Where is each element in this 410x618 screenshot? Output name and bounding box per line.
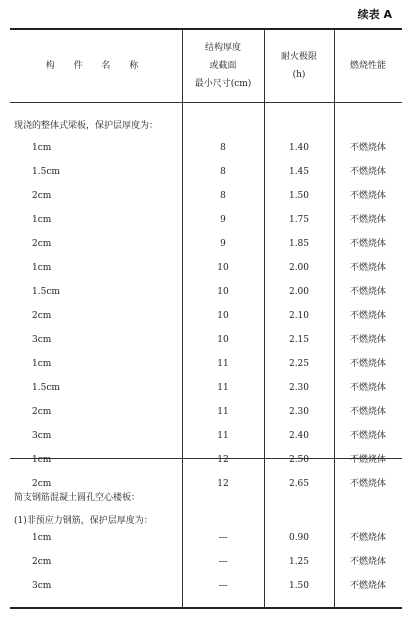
cover-thickness-cell: 1cm bbox=[32, 455, 52, 465]
cover-thickness-cell: 2cm bbox=[32, 239, 52, 249]
min-size-cell: 9 bbox=[220, 239, 226, 249]
combustibility-cell: 不燃烧体 bbox=[349, 335, 386, 345]
fire-limit-cell: 1.40 bbox=[288, 143, 310, 153]
fire-limit-cell: 2.10 bbox=[288, 311, 310, 321]
min-size-cell: 10 bbox=[217, 311, 229, 321]
cover-thickness-cell: 2cm bbox=[32, 311, 52, 321]
fire-limit-cell: 2.00 bbox=[288, 287, 310, 297]
table-row bbox=[10, 376, 402, 400]
combustibility-cell: 不燃烧体 bbox=[349, 167, 386, 177]
cover-thickness-cell: 1cm bbox=[32, 215, 52, 225]
table-row bbox=[10, 448, 402, 472]
combustibility-cell: 不燃烧体 bbox=[349, 311, 386, 321]
table-row bbox=[10, 232, 402, 256]
cover-thickness-cell: 1cm bbox=[32, 359, 52, 369]
combustibility-cell: 不燃烧体 bbox=[349, 143, 386, 153]
min-size-cell: 11 bbox=[217, 431, 229, 441]
header-thickness bbox=[182, 30, 264, 102]
cover-thickness-cell: 2cm bbox=[32, 407, 52, 417]
header-combustibility: 燃烧性能 bbox=[349, 61, 386, 71]
fire-limit-cell: 1.85 bbox=[288, 239, 310, 249]
table-row bbox=[10, 160, 402, 184]
cover-thickness-cell: 2cm bbox=[32, 191, 52, 201]
header-fire-line2: (h) bbox=[292, 70, 306, 80]
min-size-cell: 10 bbox=[217, 287, 229, 297]
table-row bbox=[10, 304, 402, 328]
min-size-cell: 8 bbox=[220, 143, 226, 153]
combustibility-cell: 不燃烧体 bbox=[349, 359, 386, 369]
group2-subtitle: (1)非预应力钢筋，保护层厚度为： bbox=[14, 516, 153, 526]
table-row bbox=[10, 352, 402, 376]
cover-thickness-cell: 3cm bbox=[32, 431, 52, 441]
header-fire-limit bbox=[264, 30, 334, 102]
cover-thickness-cell: 3cm bbox=[32, 581, 52, 591]
fire-limit-cell: 2.50 bbox=[288, 455, 310, 465]
fire-limit-cell: 1.45 bbox=[288, 167, 310, 177]
combustibility-cell: 不燃烧体 bbox=[349, 407, 386, 417]
header-thickness-line3: 最小尺寸(cm) bbox=[194, 79, 252, 89]
cover-thickness-cell: 3cm bbox=[32, 335, 52, 345]
combustibility-cell: 不燃烧体 bbox=[349, 581, 386, 591]
combustibility-cell: 不燃烧体 bbox=[349, 533, 386, 543]
header-thickness-line2: 或截面 bbox=[209, 61, 237, 71]
min-size-cell: 11 bbox=[217, 407, 229, 417]
fire-limit-cell: 1.50 bbox=[288, 581, 310, 591]
table-row bbox=[10, 184, 402, 208]
table-row bbox=[10, 526, 402, 550]
combustibility-cell: 不燃烧体 bbox=[349, 239, 386, 249]
min-size-cell: 11 bbox=[217, 383, 229, 393]
cover-thickness-cell: 1.5cm bbox=[32, 287, 60, 297]
min-size-cell: 9 bbox=[220, 215, 226, 225]
cover-thickness-cell: 1cm bbox=[32, 533, 52, 543]
cover-thickness-cell: 1.5cm bbox=[32, 383, 60, 393]
header-component-name: 构 件 名 称 bbox=[45, 61, 147, 71]
fire-limit-cell: 2.00 bbox=[288, 263, 310, 273]
combustibility-cell: 不燃烧体 bbox=[349, 263, 386, 273]
min-size-cell: — bbox=[218, 581, 228, 591]
min-size-cell: 8 bbox=[220, 167, 226, 177]
combustibility-cell: 不燃烧体 bbox=[349, 479, 386, 489]
cover-thickness-cell: 1cm bbox=[32, 143, 52, 153]
combustibility-cell: 不燃烧体 bbox=[349, 191, 386, 201]
fire-limit-cell: 0.90 bbox=[288, 533, 310, 543]
table-caption: 续表 A bbox=[357, 8, 392, 21]
header-divider bbox=[10, 102, 402, 103]
group2-title: 简支钢筋混凝土圆孔空心楼板： bbox=[14, 493, 141, 503]
min-size-cell: — bbox=[218, 533, 228, 543]
table-row bbox=[10, 574, 402, 598]
header-fire-line1: 耐火极限 bbox=[280, 52, 317, 62]
combustibility-cell: 不燃烧体 bbox=[349, 557, 386, 567]
table-row bbox=[10, 256, 402, 280]
fire-limit-cell: 1.25 bbox=[288, 557, 310, 567]
cover-thickness-cell: 2cm bbox=[32, 479, 52, 489]
min-size-cell: 10 bbox=[217, 263, 229, 273]
combustibility-cell: 不燃烧体 bbox=[349, 455, 386, 465]
cover-thickness-cell: 1cm bbox=[32, 263, 52, 273]
fire-resistance-table bbox=[10, 28, 402, 609]
min-size-cell: 12 bbox=[217, 455, 229, 465]
header-thickness-line1: 结构厚度 bbox=[204, 43, 241, 53]
fire-limit-cell: 2.65 bbox=[288, 479, 310, 489]
cover-thickness-cell: 1.5cm bbox=[32, 167, 60, 177]
min-size-cell: 10 bbox=[217, 335, 229, 345]
fire-limit-cell: 2.30 bbox=[288, 383, 310, 393]
cover-thickness-cell: 2cm bbox=[32, 557, 52, 567]
fire-limit-cell: 1.50 bbox=[288, 191, 310, 201]
group1-title: 现浇的整体式梁板，保护层厚度为： bbox=[14, 121, 159, 131]
fire-limit-cell: 1.75 bbox=[288, 215, 310, 225]
combustibility-cell: 不燃烧体 bbox=[349, 287, 386, 297]
combustibility-cell: 不燃烧体 bbox=[349, 431, 386, 441]
table-row bbox=[10, 424, 402, 448]
fire-limit-cell: 2.25 bbox=[288, 359, 310, 369]
table-row bbox=[10, 328, 402, 352]
min-size-cell: — bbox=[218, 557, 228, 567]
fire-limit-cell: 2.15 bbox=[288, 335, 310, 345]
table-row bbox=[10, 136, 402, 160]
min-size-cell: 12 bbox=[217, 479, 229, 489]
combustibility-cell: 不燃烧体 bbox=[349, 383, 386, 393]
min-size-cell: 8 bbox=[220, 191, 226, 201]
min-size-cell: 11 bbox=[217, 359, 229, 369]
combustibility-cell: 不燃烧体 bbox=[349, 215, 386, 225]
table-row bbox=[10, 550, 402, 574]
fire-limit-cell: 2.40 bbox=[288, 431, 310, 441]
table-row bbox=[10, 208, 402, 232]
table-row bbox=[10, 280, 402, 304]
fire-limit-cell: 2.30 bbox=[288, 407, 310, 417]
table-row bbox=[10, 400, 402, 424]
